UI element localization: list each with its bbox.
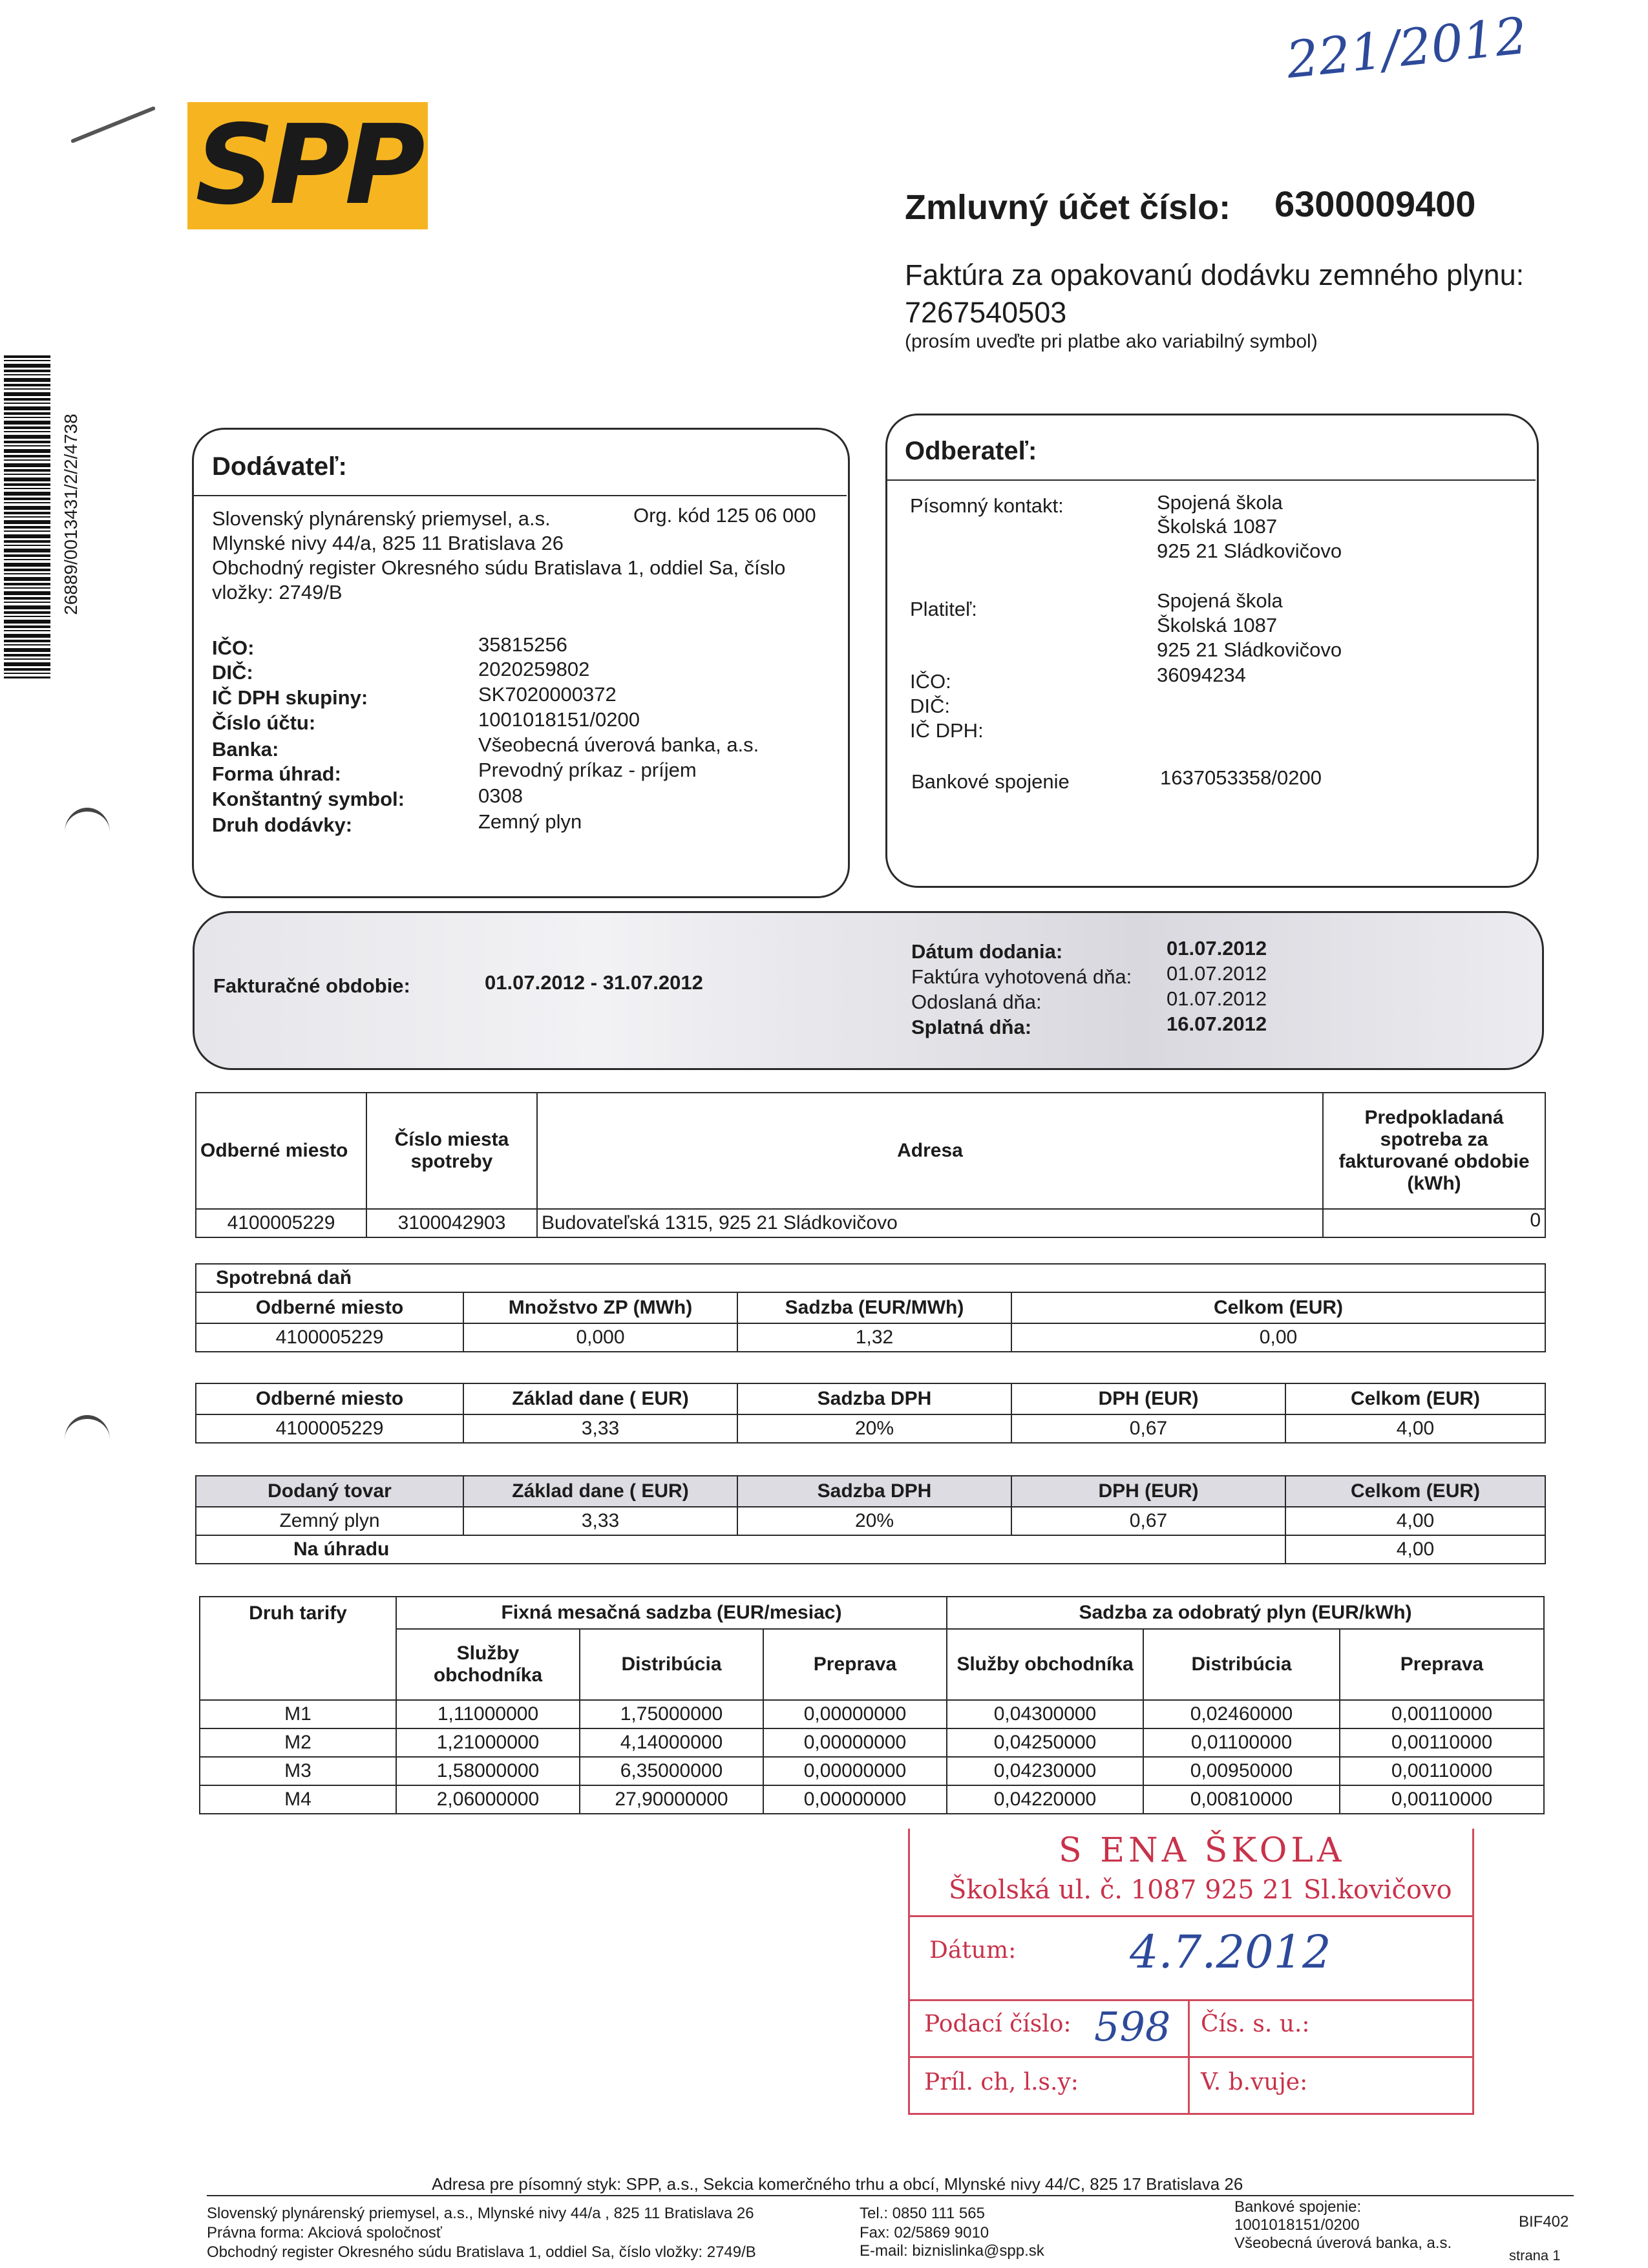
table-row — [196, 1535, 1545, 1564]
table-cell: M3 — [200, 1757, 396, 1785]
table-cell: 1,58000000 — [396, 1757, 580, 1785]
table-cell: 0,000 — [463, 1323, 737, 1352]
table-title: Spotrebná daň — [196, 1264, 1545, 1292]
supplier-field-value: 35815256 — [478, 633, 567, 656]
supplier-title: Dodávateľ: — [212, 452, 347, 481]
table-row — [200, 1700, 1544, 1728]
customer-payer-label: Platiteľ: — [910, 598, 977, 620]
customer-contact-line: Spojená škola — [1157, 491, 1283, 514]
table-cell: 20% — [737, 1414, 1011, 1443]
table-cell: 0,04300000 — [947, 1700, 1143, 1728]
table-row — [196, 1323, 1545, 1352]
table-cell: 4100005229 — [196, 1323, 463, 1352]
table-cell: 0,00000000 — [763, 1700, 947, 1728]
col-header: Množstvo ZP (MWh) — [463, 1292, 737, 1323]
stamp-date-value: 4.7.2012 — [1130, 1926, 1331, 1979]
supplier-field-value: 2020259802 — [478, 658, 590, 680]
table-cell: 0,67 — [1011, 1507, 1285, 1535]
barcode — [4, 355, 50, 678]
customer-dic-label: DIČ: — [910, 695, 950, 717]
supplier-name: Slovenský plynárenský priemysel, a.s. — [212, 507, 551, 530]
punch-hole — [65, 1415, 110, 1464]
period-value: 01.07.2012 - 31.07.2012 — [485, 971, 703, 994]
col-header: Služby obchodníka — [947, 1629, 1143, 1700]
footer-tel: Tel.: 0850 111 565 — [860, 2205, 985, 2222]
col-header: Dodaný tovar — [196, 1476, 463, 1507]
supplier-org-code: Org. kód 125 06 000 — [633, 504, 816, 527]
col-header: DPH (EUR) — [1011, 1383, 1285, 1414]
table-cell: 1,32 — [737, 1323, 1011, 1352]
customer-payer-line: 925 21 Sládkovičovo — [1157, 638, 1342, 661]
table-cell: 4,00 — [1285, 1507, 1545, 1535]
table-cell: 0,04230000 — [947, 1757, 1143, 1785]
divider — [887, 479, 1536, 481]
supplier-register: Obchodný register Okresného súdu Bratislava 1, oddiel Sa, číslo — [212, 556, 786, 579]
customer-contact-line: 925 21 Sládkovičovo — [1157, 540, 1342, 562]
supplier-field-label: IČO: — [212, 636, 255, 659]
col-header: Celkom (EUR) — [1285, 1476, 1545, 1507]
table-cell: M4 — [200, 1785, 396, 1814]
customer-title: Odberateľ: — [905, 437, 1037, 465]
period-label: Fakturačné obdobie: — [213, 974, 410, 997]
table-cell: 2,06000000 — [396, 1785, 580, 1814]
footer-bank-label: Bankové spojenie: — [1234, 2198, 1362, 2216]
stamp-number-label: Podací číslo: — [924, 2011, 1072, 2037]
col-header: Číslo miesta spotreby — [366, 1093, 537, 1209]
stamp-date-label: Dátum: — [929, 1937, 1017, 1964]
footer-page-number: strana 1 — [1509, 2247, 1561, 2263]
stamp-number-value: 598 — [1094, 2003, 1171, 2050]
footer-bank-name: Všeobecná úverová banka, a.s. — [1234, 2234, 1452, 2252]
col-header: Distribúcia — [580, 1629, 763, 1700]
col-header: Odberné miesto — [196, 1093, 366, 1209]
table-cell: 6,35000000 — [580, 1757, 763, 1785]
table-cell: 4,14000000 — [580, 1728, 763, 1757]
footer-register: Obchodný register Okresného súdu Bratislava 1, oddiel Sa, číslo vložky: 2749/B — [207, 2243, 756, 2261]
table-cell: 0,00110000 — [1340, 1757, 1544, 1785]
supplier-field-label: Forma úhrad: — [212, 762, 341, 785]
stamp-school-name: S ENA ŠKOLA — [1059, 1831, 1346, 1870]
registry-stamp — [908, 1829, 1474, 2115]
table-cell: 4100005229 — [196, 1414, 463, 1443]
stamp-divider — [910, 1999, 1472, 2001]
table-row — [200, 1757, 1544, 1785]
supplier-field-value: Všeobecná úverová banka, a.s. — [478, 733, 759, 756]
table-cell: 3,33 — [463, 1414, 737, 1443]
table-cell: 0,00110000 — [1340, 1785, 1544, 1814]
spp-logo — [187, 102, 428, 229]
customer-contact-line: Školská 1087 — [1157, 515, 1278, 538]
col-header: Predpokladaná spotreba za fakturované obdobie (kWh) — [1323, 1093, 1545, 1209]
supplier-address: Mlynské nivy 44/a, 825 11 Bratislava 26 — [212, 532, 564, 554]
sent-date-value: 01.07.2012 — [1167, 987, 1267, 1010]
account-label: Zmluvný účet číslo: — [905, 188, 1231, 227]
footer-fax: Fax: 02/5869 9010 — [860, 2224, 989, 2242]
col-group-header: Fixná mesačná sadzba (EUR/mesiac) — [396, 1597, 947, 1629]
table-cell: 27,90000000 — [580, 1785, 763, 1814]
invoice-note: (prosím uveďte pri platbe ako variabilný symbol) — [905, 331, 1318, 352]
stamp-cis-label: Čís. s. u.: — [1201, 2011, 1310, 2037]
table-cell: 0,04220000 — [947, 1785, 1143, 1814]
customer-icdph-label: IČ DPH: — [910, 719, 984, 742]
supplier-field-label: Banka: — [212, 738, 279, 761]
vat-table — [195, 1383, 1546, 1444]
goods-table — [195, 1475, 1546, 1564]
col-header: Sadzba DPH — [737, 1476, 1011, 1507]
col-header: Sadzba DPH — [737, 1383, 1011, 1414]
sent-date-label: Odoslaná dňa: — [911, 991, 1042, 1013]
table-cell: 0,02460000 — [1143, 1700, 1340, 1728]
customer-bank-value: 1637053358/0200 — [1160, 766, 1322, 789]
table-row — [200, 1785, 1544, 1814]
stamp-attachments-label: Príl. ch, l.s.y: — [924, 2069, 1079, 2095]
consumption-place-table — [195, 1092, 1546, 1238]
supplier-field-value: 0308 — [478, 784, 523, 807]
col-header: Preprava — [763, 1629, 947, 1700]
customer-payer-line: Spojená škola — [1157, 589, 1283, 612]
table-cell: Zemný plyn — [196, 1507, 463, 1535]
table-row — [196, 1414, 1545, 1443]
excise-tax-table — [195, 1263, 1546, 1352]
col-header: Preprava — [1340, 1629, 1544, 1700]
total-label: Na úhradu — [196, 1535, 1285, 1564]
footer-bank-number: 1001018151/0200 — [1234, 2216, 1360, 2234]
table-cell: 0,01100000 — [1143, 1728, 1340, 1757]
table-cell: 4100005229 — [196, 1209, 366, 1237]
table-cell: 0,00000000 — [763, 1785, 947, 1814]
col-header: Celkom (EUR) — [1285, 1383, 1545, 1414]
supplier-field-value: Prevodný príkaz - príjem — [478, 759, 697, 781]
table-cell: 0,00 — [1011, 1323, 1545, 1352]
customer-payer-line: Školská 1087 — [1157, 614, 1278, 636]
stamp-address: Školská ul. č. 1087 925 21 Sl.kovičovo — [949, 1875, 1452, 1905]
account-number: 6300009400 — [1274, 184, 1476, 224]
table-cell: M2 — [200, 1728, 396, 1757]
footer-divider — [207, 2195, 1574, 2196]
barcode-text: 26889/0013431/2/2/4738 — [61, 414, 81, 615]
stamp-handler-label: V. b.vuje: — [1201, 2069, 1308, 2095]
col-header: Odberné miesto — [196, 1383, 463, 1414]
customer-contact-label: Písomný kontakt: — [910, 494, 1064, 517]
invoice-title: Faktúra za opakovanú dodávku zemného plynu: — [905, 258, 1525, 291]
delivery-date-value: 01.07.2012 — [1167, 937, 1267, 960]
invoice-number: 7267540503 — [905, 296, 1067, 329]
handwritten-reference: 221/2012 — [1284, 6, 1530, 90]
table-row — [200, 1728, 1544, 1757]
table-cell: 0,00110000 — [1340, 1700, 1544, 1728]
table-cell: 4,00 — [1285, 1414, 1545, 1443]
footer-address: Adresa pre písomný styk: SPP, a.s., Sekcia komerčného trhu a obcí, Mlynské nivy 44/C, 825 17 Bratislava 26 — [432, 2174, 1243, 2194]
table-cell: 3,33 — [463, 1507, 737, 1535]
supplier-register-insert: vložky: 2749/B — [212, 581, 343, 604]
table-cell: Budovateľská 1315, 925 21 Sládkovičovo — [537, 1209, 1323, 1237]
table-cell: 0,00000000 — [763, 1728, 947, 1757]
customer-bank-label: Bankové spojenie — [911, 770, 1070, 793]
supplier-field-label: Druh dodávky: — [212, 814, 353, 836]
table-cell: M1 — [200, 1700, 396, 1728]
supplier-field-label: Číslo účtu: — [212, 711, 316, 734]
stamp-divider — [910, 1915, 1472, 1917]
footer-email: E-mail: biznislinka@spp.sk — [860, 2242, 1044, 2260]
col-header: Celkom (EUR) — [1011, 1292, 1545, 1323]
table-cell: 0,00950000 — [1143, 1757, 1340, 1785]
table-cell: 20% — [737, 1507, 1011, 1535]
table-cell: 0 — [1323, 1209, 1545, 1237]
footer-company: Slovenský plynárenský priemysel, a.s., Mlynské nivy 44/a , 825 11 Bratislava 26 — [207, 2205, 754, 2222]
table-cell: 0,00000000 — [763, 1757, 947, 1785]
col-header: Sadzba (EUR/MWh) — [737, 1292, 1011, 1323]
table-cell: 0,00110000 — [1340, 1728, 1544, 1757]
col-header: Distribúcia — [1143, 1629, 1340, 1700]
delivery-date-label: Dátum dodania: — [911, 940, 1063, 963]
total-value: 4,00 — [1285, 1535, 1545, 1564]
col-header: Odberné miesto — [196, 1292, 463, 1323]
spp-logo-text: SPP — [195, 101, 420, 229]
col-header: DPH (EUR) — [1011, 1476, 1285, 1507]
supplier-field-label: IČ DPH skupiny: — [212, 686, 368, 709]
punch-hole — [65, 808, 110, 857]
due-date-value: 16.07.2012 — [1167, 1013, 1267, 1035]
due-date-label: Splatná dňa: — [911, 1016, 1032, 1038]
customer-ico-value: 36094234 — [1157, 664, 1246, 686]
issue-date-label: Faktúra vyhotovená dňa: — [911, 965, 1132, 988]
table-cell: 1,11000000 — [396, 1700, 580, 1728]
col-header: Základ dane ( EUR) — [463, 1476, 737, 1507]
col-group-header: Sadzba za odobratý plyn (EUR/kWh) — [947, 1597, 1544, 1629]
table-cell: 0,67 — [1011, 1414, 1285, 1443]
supplier-field-label: DIČ: — [212, 661, 253, 684]
tariff-table — [199, 1596, 1545, 1814]
supplier-field-value: 1001018151/0200 — [478, 708, 640, 731]
issue-date-value: 01.07.2012 — [1167, 962, 1267, 985]
table-cell: 1,75000000 — [580, 1700, 763, 1728]
col-header: Druh tarify — [200, 1597, 396, 1700]
supplier-field-value: Zemný plyn — [478, 810, 582, 833]
table-row — [196, 1209, 1545, 1237]
table-cell: 0,04250000 — [947, 1728, 1143, 1757]
footer-legal-form: Právna forma: Akciová spoločnosť — [207, 2224, 442, 2242]
divider — [194, 495, 847, 496]
table-cell: 3100042903 — [366, 1209, 537, 1237]
pen-mark — [70, 106, 156, 143]
supplier-field-label: Konštantný symbol: — [212, 788, 405, 810]
table-row — [196, 1507, 1545, 1535]
col-header: Adresa — [537, 1093, 1323, 1209]
footer-form-code: BIF402 — [1519, 2213, 1569, 2231]
table-cell: 1,21000000 — [396, 1728, 580, 1757]
col-header: Základ dane ( EUR) — [463, 1383, 737, 1414]
table-cell: 0,00810000 — [1143, 1785, 1340, 1814]
stamp-divider — [910, 2056, 1472, 2058]
supplier-field-value: SK7020000372 — [478, 683, 617, 706]
customer-ico-label: IČO: — [910, 670, 951, 693]
col-header: Služby obchodníka — [396, 1629, 580, 1700]
